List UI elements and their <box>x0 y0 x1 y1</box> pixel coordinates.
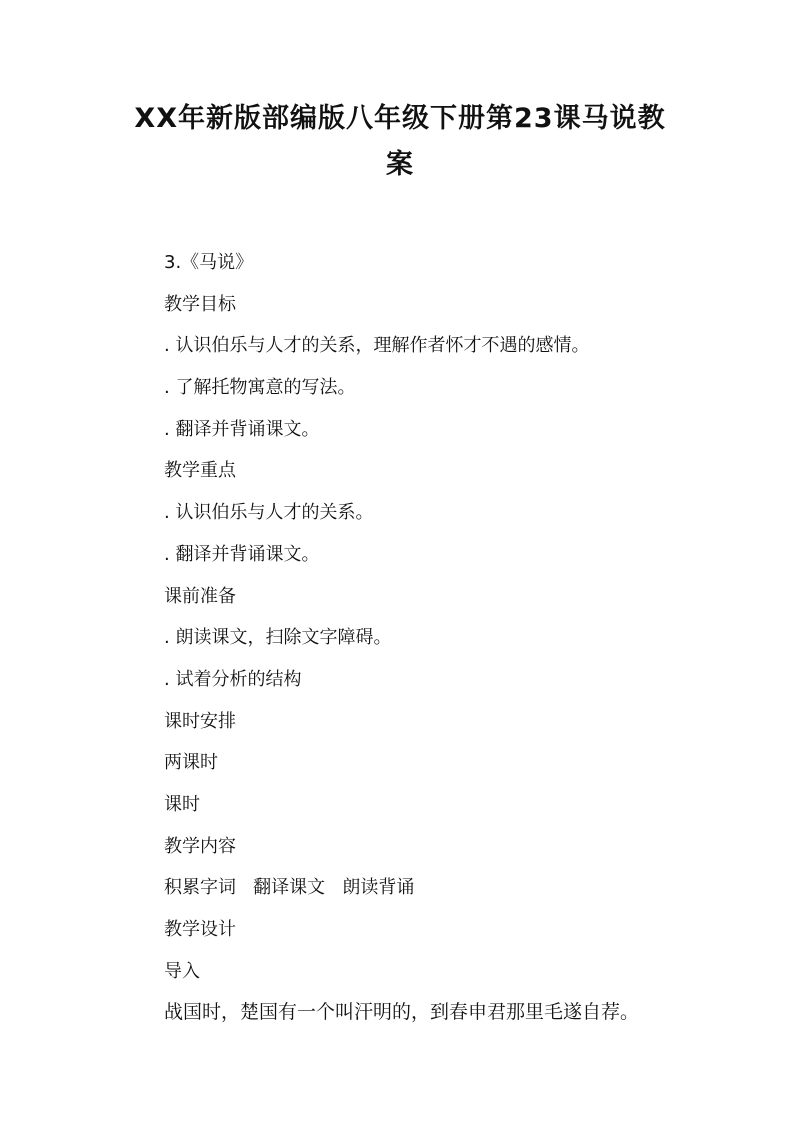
heading-teaching-design: 教学设计 <box>164 919 236 940</box>
list-item: . 朗读课文，扫除文字障碍。 <box>164 627 392 649</box>
list-item: . 翻译并背诵课文。 <box>164 543 320 565</box>
heading-schedule: 课时安排 <box>164 710 236 732</box>
list-item: . 了解托物寓意的写法。 <box>164 377 356 399</box>
paragraph: 战国时，楚国有一个叫汗明的，到春申君那里毛遂自荐。 <box>164 1001 640 1024</box>
list-item: . 翻译并背诵课文。 <box>164 418 320 440</box>
heading-teaching-focus: 教学重点 <box>164 460 236 482</box>
title-line-2: 案 <box>386 149 414 180</box>
document-body <box>164 242 724 1034</box>
list-item: . 认识伯乐与人才的关系。 <box>164 502 374 524</box>
heading-preparation: 课前准备 <box>164 585 236 607</box>
list-item: . 试着分析的结构 <box>164 668 302 690</box>
heading-teaching-content: 教学内容 <box>164 835 236 857</box>
paragraph: 两课时 <box>164 752 218 774</box>
section-number-heading: 3.《马说》 <box>164 252 254 273</box>
list-item: . 认识伯乐与人才的关系，理解作者怀才不遇的感情。 <box>164 335 590 357</box>
heading-teaching-goals: 教学目标 <box>164 293 236 315</box>
paragraph: 课时 <box>164 793 200 815</box>
heading-introduction: 导入 <box>164 960 200 982</box>
paragraph: 积累字词 翻译课文 朗读背诵 <box>164 877 415 899</box>
title-line-1: XX年新版部编版八年级下册第23课马说教 <box>134 103 666 134</box>
document-title <box>100 96 700 188</box>
